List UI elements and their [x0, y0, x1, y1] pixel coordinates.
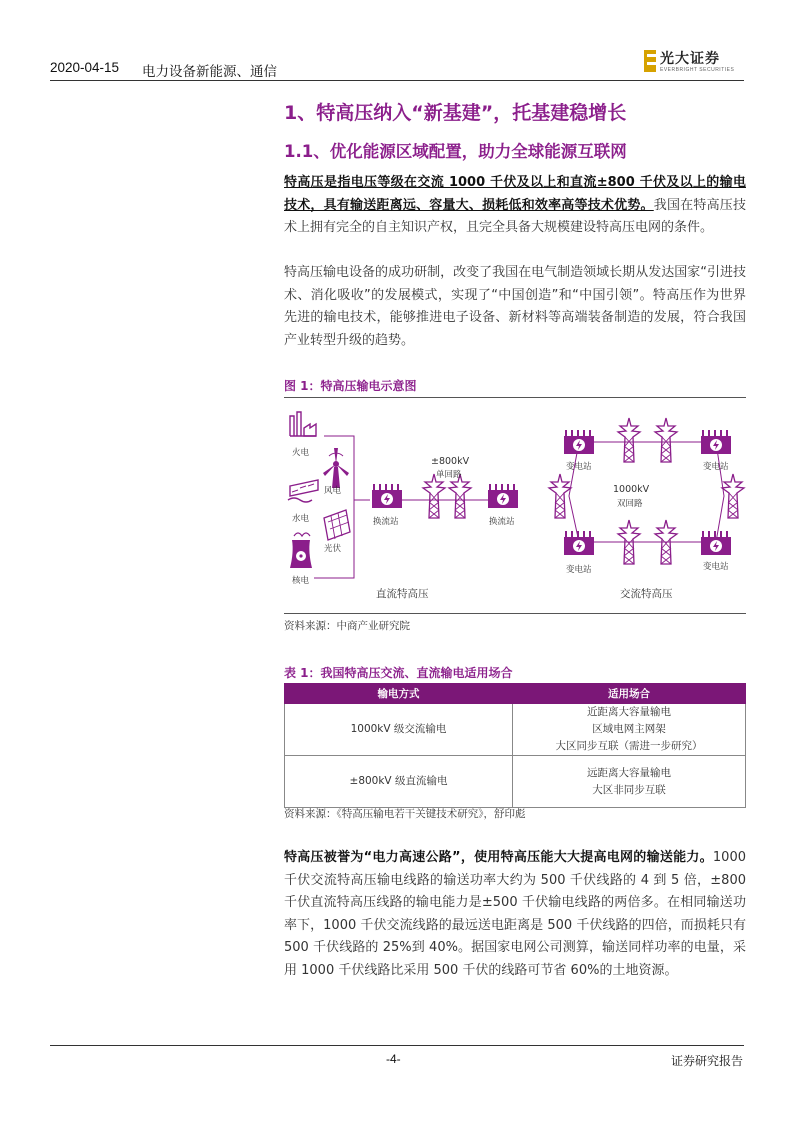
label-thermal: 火电	[292, 448, 310, 458]
diagram-svg	[284, 400, 746, 610]
solar-panel-icon	[324, 510, 350, 540]
use-item: 近距离大容量输电	[587, 706, 671, 718]
ac-tower-t1-icon	[618, 418, 640, 462]
label-hydro: 水电	[292, 514, 310, 524]
section-title: 1、特高压纳入“新基建”，托基建稳增长	[284, 102, 627, 124]
table-header-method: 输电方式	[285, 684, 513, 704]
converter-station-right-icon	[488, 484, 518, 508]
ac-tower-t2-icon	[655, 418, 677, 462]
nuclear-plant-icon	[290, 533, 312, 568]
label-converter-right: 换流站	[489, 517, 515, 527]
footer-label: 证券研究报告	[670, 1054, 743, 1068]
ac-tower-r-icon	[722, 474, 744, 518]
table-header-row	[285, 684, 746, 704]
converter-station-left-icon	[372, 484, 402, 508]
figure-source: 资料来源：中商产业研究院	[284, 620, 410, 632]
logo-icon	[644, 50, 656, 72]
source-bracket	[314, 436, 354, 578]
label-substation-bl: 变电站	[566, 565, 592, 575]
paragraph-1	[284, 172, 746, 240]
substation-tr-icon	[701, 430, 731, 454]
label-substation-tl: 变电站	[566, 462, 592, 472]
label-ac-voltage: 1000kV	[613, 484, 650, 495]
paragraph-3-text: 1000 千伏交流特高压输电线路的输送功率大约为 500 千伏线路的 4 到 5 倍，±800 千伏直流特高压线路的输电能力是±500 千伏输电线路的两倍多。在相同输送功率下，1000 千伏交流线路的最远送电距离是 500 千伏线路的四倍，而损耗只有 500 千伏线路的 25%到 40%。据国家电网公司测算，输送同样功率的电量，采用 1000 千伏线路比采用 500 千伏的线路可节省 60%的土地资源。	[284, 850, 746, 978]
table-cell-uses	[513, 756, 746, 808]
wind-turbine-icon	[323, 448, 349, 488]
paragraph-3	[284, 847, 746, 982]
report-sector: 电力设备新能源、通信	[142, 64, 277, 80]
label-wind: 风电	[324, 486, 342, 496]
label-substation-tr: 变电站	[703, 462, 729, 472]
table-cell-method: ±800kV 级直流输电	[285, 756, 513, 808]
substation-tl-icon	[564, 430, 594, 454]
logo-text-cn: 光大证券	[660, 51, 720, 67]
use-item: 大区非同步互联	[592, 783, 666, 796]
figure-bottom-rule	[284, 613, 746, 614]
label-converter-left: 换流站	[373, 517, 399, 527]
label-nuclear: 核电	[292, 576, 310, 586]
substation-bl-icon	[564, 531, 594, 555]
use-item: 区域电网主网架	[592, 723, 666, 735]
paragraph-1-bold: 特高压是指电压等级在交流 1000 千伏及以上和直流±800 千伏及以上的输电技术，具有输送距离远、容量大、损耗低和效率高等技术优势。	[284, 175, 746, 213]
paragraph-2: 特高压输电设备的成功研制，改变了我国在电气制造领域长期从发达国家“引进技术、消化吸收”的发展模式，实现了“中国创造”和“中国引领”。特高压作为世界先进的输电技术，能够推进电子设备、新材料等高端装备制造的发展，符合我国产业转型升级的趋势。	[284, 265, 746, 348]
label-dc-circuit: 单回路	[436, 470, 462, 480]
everbright-logo	[644, 48, 744, 78]
transmission-table	[284, 683, 746, 808]
table-row	[285, 756, 746, 808]
figure-top-rule	[284, 397, 746, 398]
dc-tower-2-icon	[449, 474, 471, 518]
paragraph-1-text: 我国在特高压技术上拥有完全的自主知识产权，且完全具备大规模建设特高压电网的条件。	[284, 197, 746, 235]
label-substation-br: 变电站	[703, 562, 729, 572]
report-date: 2020-04-15	[50, 60, 120, 75]
substation-br-icon	[701, 531, 731, 555]
label-ac-circuit: 双回路	[617, 499, 643, 509]
label-dc-caption: 直流特高压	[376, 588, 429, 600]
dc-tower-1-icon	[423, 474, 445, 518]
table-row	[285, 704, 746, 756]
logo-text-en: EVERBRIGHT SECURITIES	[660, 67, 735, 73]
label-dc-voltage: ±800kV	[431, 456, 470, 467]
table-header-uses: 适用场合	[513, 684, 746, 704]
paragraph-3-bold: 特高压被誉为“电力高速公路”，使用特高压能大大提高电网的输送能力。	[284, 850, 713, 865]
label-solar: 光伏	[324, 544, 342, 554]
thermal-plant-icon	[290, 412, 316, 436]
use-item: 远距离大容量输电	[587, 766, 671, 779]
ac-tower-l-icon	[549, 474, 571, 518]
page-header	[50, 51, 744, 82]
subsection-title: 1.1、优化能源区域配置，助力全球能源互联网	[284, 142, 627, 161]
label-ac-caption: 交流特高压	[620, 588, 673, 600]
use-item: 大区同步互联（需进一步研究）	[555, 740, 703, 752]
table-title: 表 1：我国特高压交流、直流输电适用场合	[284, 666, 513, 680]
uhv-transmission-diagram	[284, 400, 746, 610]
table-cell-uses	[513, 704, 746, 756]
page-number: -4-	[386, 1052, 401, 1066]
figure-title: 图 1：特高压输电示意图	[284, 379, 417, 393]
hydro-plant-icon	[288, 480, 318, 502]
table-source: 资料来源：《特高压输电若干关键技术研究》，舒印彪	[284, 808, 526, 820]
table-cell-method: 1000kV 级交流输电	[285, 704, 513, 756]
header-divider	[50, 80, 744, 81]
footer-divider	[50, 1045, 744, 1046]
